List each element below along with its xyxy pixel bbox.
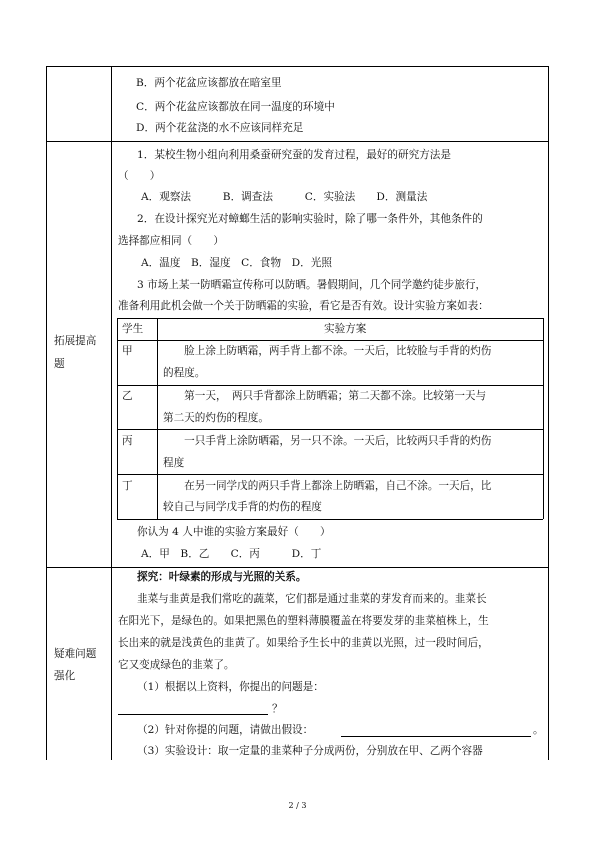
table-top-border bbox=[46, 66, 548, 67]
option-c-text: C．两个花盆应该都放在同一温度的环境中 bbox=[136, 101, 335, 113]
question-3-line-2: 准备利用此机会做一个关于防晒霜的实验，看它是否有效。设计实验方案如表： bbox=[118, 300, 489, 312]
item-3-text: （3）实验设计：取一定量的韭菜种子分成两份，分别放在甲、乙两个容器 bbox=[137, 745, 483, 757]
row-divider-2 bbox=[46, 567, 548, 568]
item-2-answer-line[interactable] bbox=[341, 736, 531, 737]
item-1-answer-line[interactable] bbox=[118, 714, 268, 715]
table-left-border bbox=[46, 66, 47, 760]
page-number: 2 / 3 bbox=[288, 801, 307, 810]
item-2-prompt: （2）针对你提的问题，请做出假设： bbox=[137, 724, 314, 736]
row-divider-1 bbox=[46, 141, 548, 142]
table-row-plan-line-2: 程度 bbox=[163, 457, 185, 469]
question-1-line-2: （ ） bbox=[118, 170, 161, 182]
table-row-student: 甲 bbox=[122, 345, 133, 357]
paragraph-line-4: 它又变成绿色的韭菜了。 bbox=[118, 659, 235, 671]
item-2-period: 。 bbox=[533, 724, 544, 736]
table-label-divider bbox=[111, 66, 112, 760]
inner-table-row-divider-1 bbox=[117, 385, 543, 386]
inner-table-row-divider-3 bbox=[117, 474, 543, 475]
question-2-options: A．温度 B．湿度 C．食物 D．光照 bbox=[141, 257, 332, 269]
section-label-hard-cont: 强化 bbox=[54, 670, 76, 682]
table-row-student: 丁 bbox=[122, 480, 133, 492]
item-1-prompt: （1）根据以上资料，你提出的问题是： bbox=[137, 681, 324, 693]
inner-table-top bbox=[117, 318, 543, 319]
table-header-plan: 实验方案 bbox=[324, 323, 367, 335]
question-1-options: A．观察法 B．调查法 C．实验法 D．测量法 bbox=[141, 191, 428, 203]
inner-table-right bbox=[543, 318, 544, 519]
table-row-plan-line-1: 一只手背上涂防晒霜，另一只不涂。一天后，比较两只手背的灼伤 bbox=[163, 435, 492, 447]
table-row-plan-line-1: 在另一同学戊的两只手背上都涂上防晒霜，自己不涂。一天后，比 bbox=[163, 480, 492, 492]
table-row-plan-line-2: 较自己与同学戊手背的灼伤的程度 bbox=[163, 501, 322, 513]
table-row-plan-line-1: 第一天， 两只手背都涂上防晒霜；第二天都不涂。比较第一天与 bbox=[163, 390, 487, 402]
question-3-line-1: 3 市场上某一防晒霜宣传称可以防晒。暑假期间，几个同学邀约徒步旅行， bbox=[137, 279, 487, 291]
table-right-border bbox=[548, 66, 549, 760]
section-label-hard: 疑难问题 bbox=[54, 648, 97, 660]
section-label-extend-cont: 题 bbox=[54, 358, 65, 370]
question-2-line-1: 2．在设计探究光对蟑螂生活的影响实验时，除了哪一条件外，其他条件的 bbox=[137, 213, 483, 225]
question-3-prompt: 你认为 4 人中谁的实验方案最好（ ） bbox=[137, 526, 331, 538]
inquiry-title: 探究：叶绿素的形成与光照的关系。 bbox=[137, 571, 307, 583]
table-header-student: 学生 bbox=[122, 323, 144, 335]
table-row-plan-line-2: 第二天的灼伤的程度。 bbox=[163, 412, 269, 424]
option-b-text: B．两个花盆应该都放在暗室里 bbox=[136, 77, 282, 89]
table-row-plan-line-2: 的程度。 bbox=[163, 367, 206, 379]
paragraph-line-2: 在阳光下，是绿色的。如果把黑色的塑料薄膜覆盖在将要发芽的韭菜植株上，生 bbox=[118, 615, 489, 627]
question-2-line-2: 选择都应相同（ ） bbox=[118, 235, 224, 247]
item-1-question-mark: ？ bbox=[272, 703, 283, 715]
inner-table-header-bottom bbox=[117, 340, 543, 341]
table-row-plan-line-1: 脸上涂上防晒霜，两手背上都不涂。一天后，比较脸与手背的灼伤 bbox=[163, 345, 492, 357]
inner-table-col-divider bbox=[157, 318, 158, 519]
paragraph-line-3: 长出来的就是浅黄色的韭黄了。如果给予生长中的韭黄以光照，过一段时间后， bbox=[118, 637, 489, 649]
question-3-options: A．甲 B．乙 C．丙 D．丁 bbox=[141, 548, 322, 560]
table-row-student: 丙 bbox=[122, 435, 133, 447]
inner-table-row-divider-2 bbox=[117, 429, 543, 430]
option-d-text: D．两个花盆浇的水不应该同样充足 bbox=[136, 122, 304, 134]
inner-table-left bbox=[117, 318, 118, 519]
section-label-extend: 拓展提高 bbox=[54, 335, 97, 347]
inner-table-bottom bbox=[117, 519, 543, 520]
paragraph-line-1: 韭菜与韭黄是我们常吃的蔬菜，它们都是通过韭菜的芽发育而来的。韭菜长 bbox=[137, 593, 487, 605]
table-row-student: 乙 bbox=[122, 390, 133, 402]
question-1-line-1: 1．某校生物小组向利用桑蚕研究蚕的发育过程，最好的研究方法是 bbox=[137, 149, 451, 161]
